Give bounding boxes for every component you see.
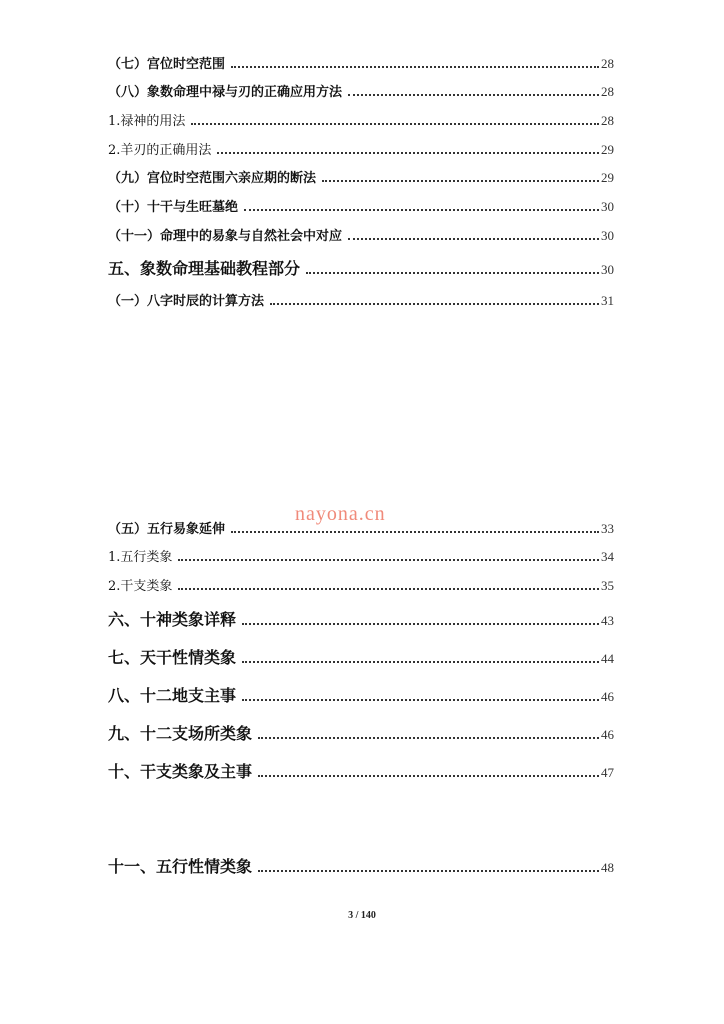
toc-entry-page: 30 — [601, 228, 614, 243]
toc-entry-page: 33 — [601, 521, 614, 536]
toc-entry[interactable] — [108, 721, 614, 744]
toc-entry[interactable] — [108, 139, 614, 158]
toc-entry-page: 30 — [601, 199, 614, 214]
toc-leader-dots — [244, 209, 599, 211]
toc-entry-title: （十）十干与生旺墓绝 — [108, 200, 239, 215]
toc-entry-title: 2.干支类象 — [108, 579, 173, 594]
toc-leader-dots — [231, 66, 599, 68]
toc-entry-title: （十一）命理中的易象与自然社会中对应 — [108, 229, 343, 244]
toc-leader-dots — [348, 238, 599, 240]
toc-leader-dots — [306, 272, 599, 274]
watermark: nayona.cn — [295, 503, 386, 525]
toc-leader-dots — [270, 303, 599, 305]
toc-entry-title: 七、天干性情类象 — [108, 648, 237, 667]
toc-entry[interactable] — [108, 683, 614, 706]
toc-entry[interactable] — [108, 81, 614, 100]
toc-entry-title: 2.羊刃的正确用法 — [108, 143, 212, 158]
toc-leader-dots — [231, 531, 599, 533]
toc-entry-title: 五、象数命理基础教程部分 — [108, 259, 301, 278]
toc-entry-page: 44 — [601, 651, 614, 666]
toc-entry[interactable] — [108, 256, 614, 279]
toc-entry-title: 1.五行类象 — [108, 550, 173, 565]
toc-leader-dots — [178, 588, 599, 590]
toc-leader-dots — [242, 623, 599, 625]
toc-entry[interactable] — [108, 290, 614, 309]
toc-leader-dots — [322, 180, 599, 182]
toc-entry-title: 八、十二地支主事 — [108, 686, 237, 705]
toc-leader-dots — [242, 661, 599, 663]
toc-entry-page: 34 — [601, 549, 614, 564]
toc-entry-page: 48 — [601, 860, 614, 875]
toc-leader-dots — [348, 94, 599, 96]
toc-entry[interactable] — [108, 607, 614, 630]
toc-entry-title: （五）五行易象延伸 — [108, 522, 226, 537]
toc-entry-title: 十一、五行性情类象 — [108, 857, 253, 876]
page-number: 3 / 140 — [348, 910, 376, 921]
toc-entry[interactable] — [108, 196, 614, 215]
toc-entry-page: 29 — [601, 170, 614, 185]
toc-entry[interactable] — [108, 575, 614, 594]
toc-entry[interactable] — [108, 759, 614, 782]
toc-leader-dots — [242, 699, 599, 701]
toc-entry-page: 46 — [601, 689, 614, 704]
toc-entry-title: （七）宫位时空范围 — [108, 57, 226, 72]
toc-entry[interactable] — [108, 225, 614, 244]
toc-entry-title: （九）宫位时空范围六亲应期的断法 — [108, 171, 317, 186]
toc-leader-dots — [178, 559, 599, 561]
toc-entry-title: 十、干支类象及主事 — [108, 762, 253, 781]
toc-leader-dots — [217, 152, 599, 154]
toc-entry-title: （一）八字时辰的计算方法 — [108, 294, 265, 309]
toc-entry-page: 28 — [601, 56, 614, 71]
toc-entry[interactable] — [108, 110, 614, 129]
toc-leader-dots — [258, 737, 599, 739]
toc-entry-page: 46 — [601, 727, 614, 742]
toc-entry-page: 28 — [601, 113, 614, 128]
toc-entry[interactable] — [108, 546, 614, 565]
toc-entry-page: 47 — [601, 765, 614, 780]
toc-entry[interactable] — [108, 645, 614, 668]
toc-entry-page: 35 — [601, 578, 614, 593]
toc-entry-title: （八）象数命理中禄与刃的正确应用方法 — [108, 85, 343, 100]
toc-entry[interactable] — [108, 518, 614, 537]
toc-leader-dots — [191, 123, 599, 125]
toc-entry-title: 九、十二支场所类象 — [108, 724, 253, 743]
toc-entry[interactable] — [108, 854, 614, 877]
toc-leader-dots — [258, 870, 599, 872]
toc-entry-page: 28 — [601, 84, 614, 99]
toc-entry-page: 30 — [601, 262, 614, 277]
toc-entry[interactable] — [108, 53, 614, 72]
toc-entry-page: 43 — [601, 613, 614, 628]
toc-leader-dots — [258, 775, 599, 777]
toc-entry-title: 六、十神类象详释 — [108, 610, 237, 629]
toc-entry[interactable] — [108, 167, 614, 186]
toc-entry-page: 31 — [601, 293, 614, 308]
toc-entry-page: 29 — [601, 142, 614, 157]
toc-entry-title: 1.禄神的用法 — [108, 114, 186, 129]
